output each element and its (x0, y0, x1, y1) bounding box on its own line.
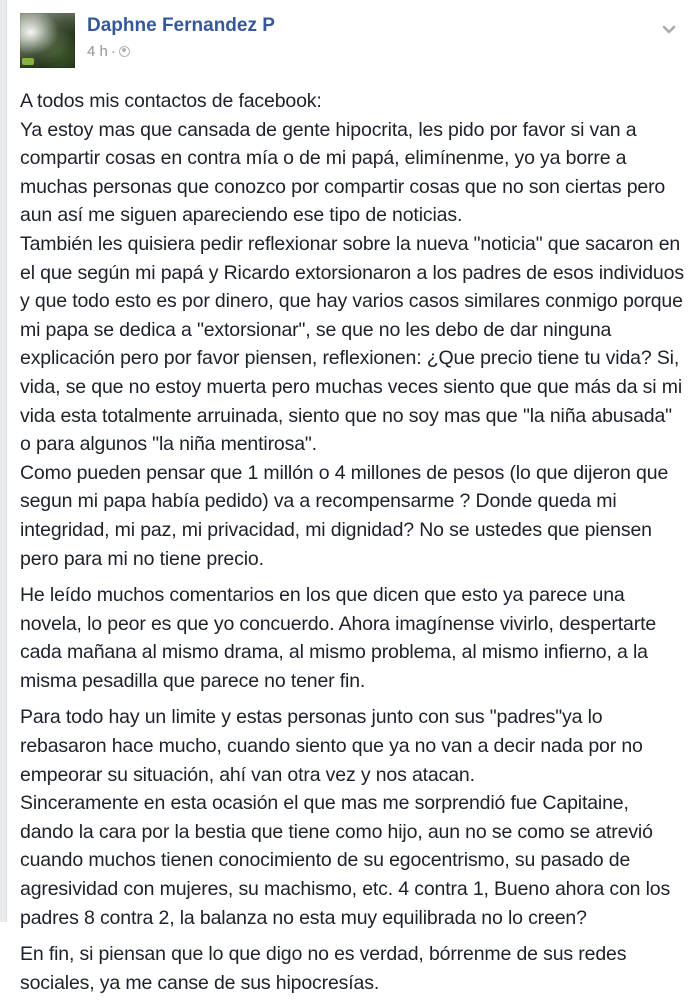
text-line: muchas personas que conozco por compartir cosas que no son ciertas pero (20, 175, 666, 198)
text-line: el que según mi papá y Ricardo extorsionaron a los padres de esos individuos (20, 261, 684, 284)
post-paragraph-1 (20, 87, 690, 573)
text-line: y que todo esto es por dinero, que hay varios casos similares conmigo porque (20, 290, 683, 313)
text-line: También les quisiera pedir reflexionar sobre la nueva "noticia" que sacaron en (20, 232, 681, 255)
author-name-link[interactable]: Daphne Fernandez P (87, 15, 275, 36)
text-line: sociales, ya me canse de sus hipocresías. (20, 971, 380, 994)
text-line: dando la cara por la bestia que tiene como hijo, aun no se como se atrevió (20, 820, 653, 843)
globe-icon[interactable] (119, 46, 130, 57)
post-header (20, 13, 690, 69)
text-line: Como pueden pensar que 1 millón o 4 millones de pesos (lo que dijeron que (20, 461, 669, 484)
chevron-down-icon[interactable] (662, 25, 676, 35)
post-paragraph-3 (20, 703, 690, 932)
post-paragraph-2 (20, 581, 690, 695)
text-line: He leído muchos comentarios en los que dicen que esto ya parece una (20, 584, 625, 607)
text-line: En fin, si piensan que lo que digo no es verdad, bórrenme de sus redes (20, 943, 627, 966)
post-paragraph-4 (20, 940, 690, 997)
text-line: o para algunos "la niña mentirosa". (20, 433, 317, 456)
text-line: compartir cosas en contra mía o de mi papá, elimínenme, yo ya borre a (20, 147, 627, 170)
avatar-image-detail (22, 58, 34, 65)
text-line: novela, lo peor es que yo concuerdo. Ahora imagínense vivirlo, despertarte (20, 612, 657, 635)
text-line: vida, se que no estoy muerta pero muchas veces siento que que más da si mi (20, 375, 683, 398)
text-line: rebasaron hace mucho, cuando siento que ya no van a decir nada por no (20, 735, 643, 758)
text-line: pero para mi no tiene precio. (20, 547, 264, 570)
text-line: aun así me siguen apareciendo ese tipo de noticias. (20, 204, 463, 227)
post-timestamp[interactable]: 4 h (87, 43, 108, 60)
text-line: padres 8 contra 2, la balanza no esta muy equilibrada no lo creen? (20, 906, 587, 929)
text-line: Sinceramente en esta ocasión el que mas me sorprendió fue Capitaine, (20, 792, 629, 815)
text-line: agresividad con mujeres, su machismo, etc. 4 contra 1, Bueno ahora con los (20, 878, 671, 901)
text-line: integridad, mi paz, mi privacidad, mi dignidad? No se ustedes que piensen (20, 518, 652, 541)
post-body (20, 87, 690, 1005)
text-line: empeorar su situación, ahí van otra vez y nos atacan. (20, 763, 475, 786)
meta-separator: · (110, 43, 116, 60)
facebook-post (7, 0, 700, 994)
text-line: cuando muchos tienen conocimiento de su egocentrismo, su pasado de (20, 849, 631, 872)
text-line: explicación pero por favor piensen, reflexionen: ¿Que precio tiene tu vida? Si, (20, 347, 680, 370)
text-line: Ya estoy mas que cansada de gente hipocrita, les pido por favor si van a (20, 118, 637, 141)
text-line: cada mañana al mismo drama, al mismo problema, al mismo infierno, a la (20, 641, 648, 664)
avatar[interactable] (20, 13, 75, 68)
text-line: segun mi papa había pedido) va a recompensarme ? Donde queda mi (20, 490, 617, 513)
text-line: misma pesadilla que parece no tener fin. (20, 669, 366, 692)
feed-left-border (0, 0, 7, 922)
text-line: vida esta totalmente arruinada, siento que no soy mas que "la niña abusada" (20, 404, 672, 427)
text-line: mi papa se dedica a "extorsionar", se que no les debo de dar ninguna (20, 318, 612, 341)
post-meta (87, 43, 130, 60)
text-line: Para todo hay un limite y estas personas junto con sus "padres"ya lo (20, 706, 603, 729)
text-line: A todos mis contactos de facebook: (20, 90, 322, 112)
